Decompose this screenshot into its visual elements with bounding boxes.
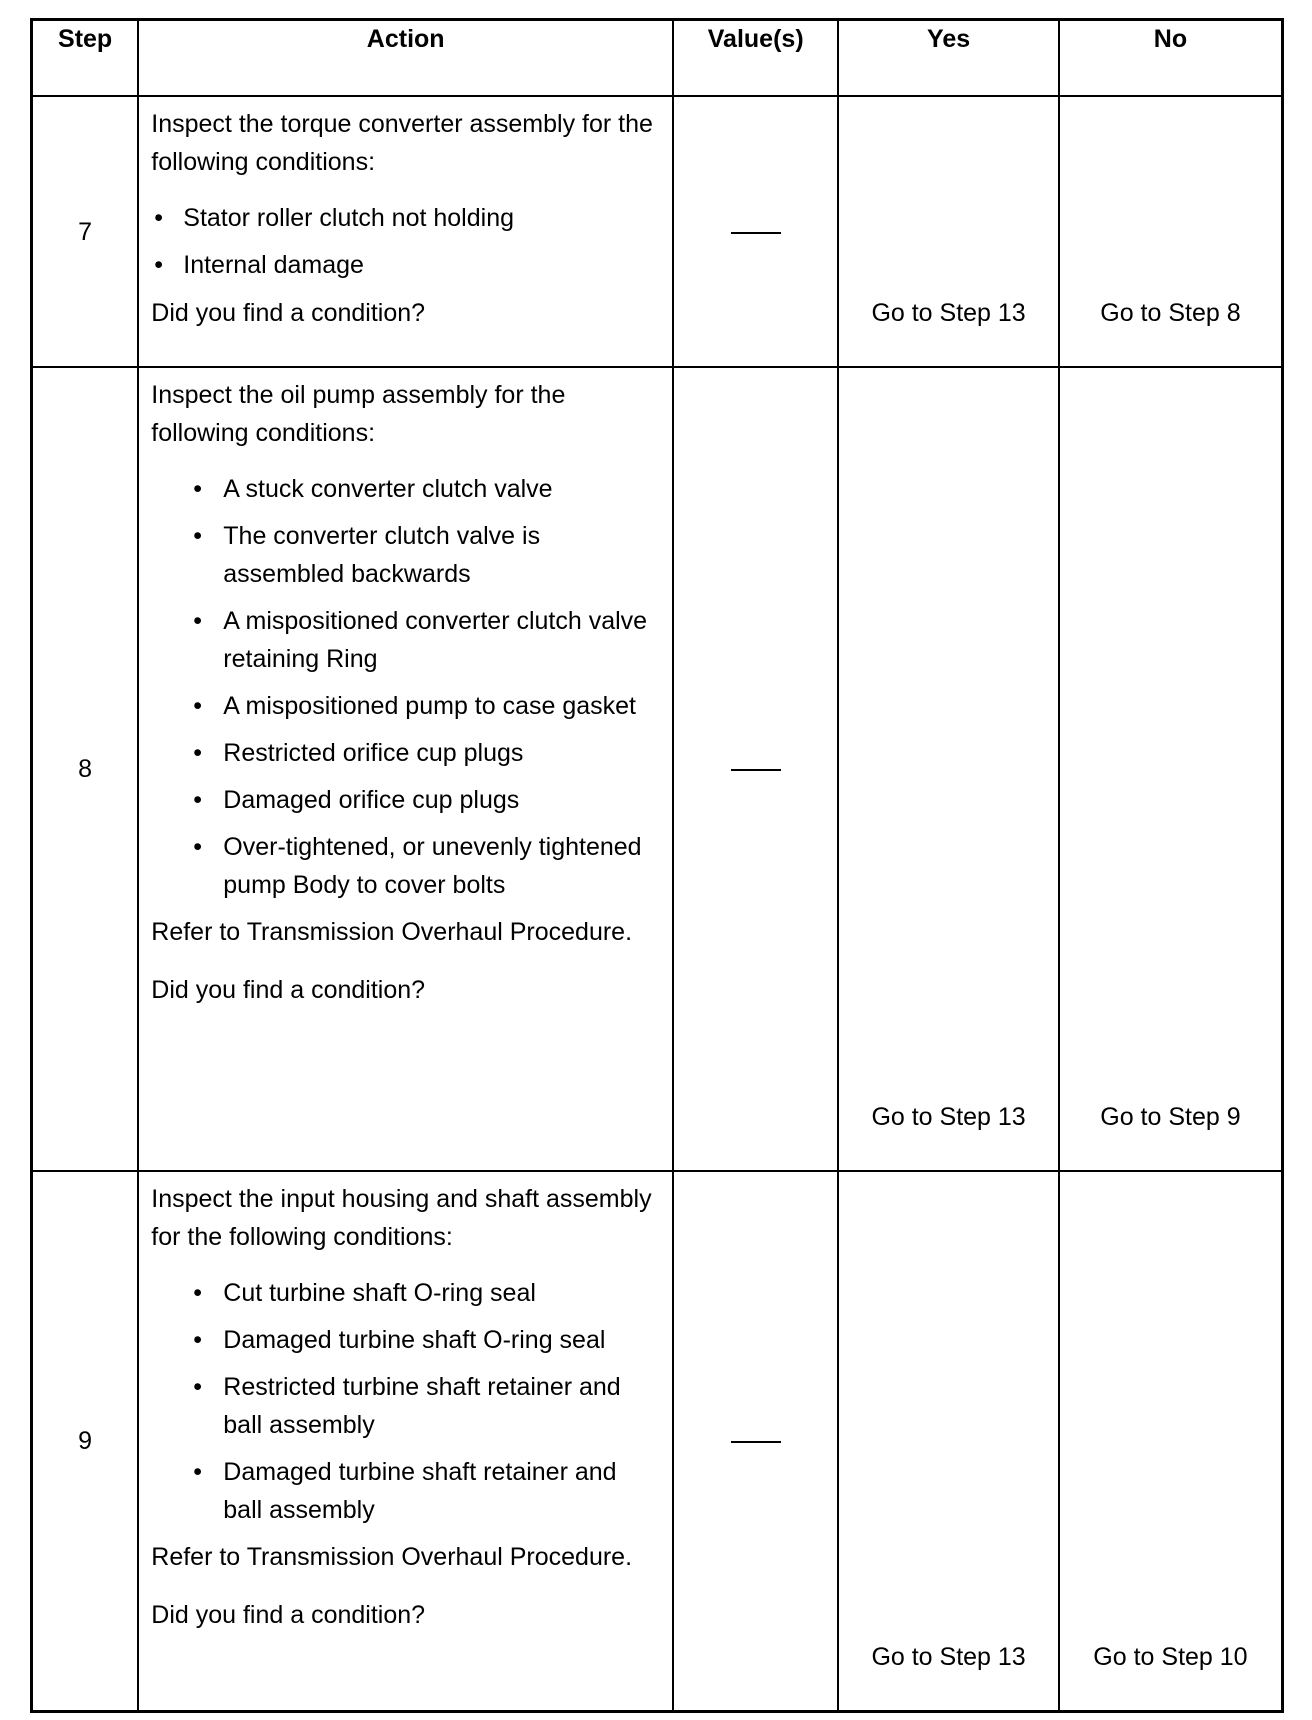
no-cell: Go to Step 9: [1059, 367, 1283, 1171]
action-cell: [138, 367, 673, 1171]
value-cell: [673, 96, 838, 367]
condition-list: [151, 1274, 662, 1529]
action-intro: Inspect the input housing and shaft assembly for the following conditions:: [151, 1185, 652, 1251]
header-no: No: [1059, 20, 1283, 97]
list-item: • Internal damage: [151, 246, 662, 284]
list-item: • Restricted orifice cup plugs: [151, 734, 662, 772]
no-cell: Go to Step 8: [1059, 96, 1283, 367]
header-yes: Yes: [838, 20, 1059, 97]
action-cell: [138, 96, 673, 367]
yes-cell: Go to Step 13: [838, 96, 1059, 367]
list-item: • Stator roller clutch not holding: [151, 199, 662, 237]
condition-list: [151, 199, 662, 284]
list-item: • A mispositioned converter clutch valve retaining Ring: [151, 602, 662, 678]
yes-cell: Go to Step 13: [838, 367, 1059, 1171]
list-item: • Damaged turbine shaft O-ring seal: [151, 1321, 662, 1359]
action-intro: Inspect the torque converter assembly for the following conditions:: [151, 110, 653, 176]
condition-list: [151, 470, 662, 904]
header-step: Step: [32, 20, 139, 97]
diagnostic-table: [30, 18, 1284, 1713]
empty-value-dash: [731, 232, 781, 234]
no-cell: Go to Step 10: [1059, 1171, 1283, 1711]
list-item: • Damaged orifice cup plugs: [151, 781, 662, 819]
step-number: 7: [32, 96, 139, 367]
action-intro: Inspect the oil pump assembly for the following conditions:: [151, 381, 566, 447]
refer-note: Refer to Transmission Overhaul Procedure.: [151, 1543, 633, 1571]
table-row: [32, 96, 1283, 367]
list-item: • A stuck converter clutch valve: [151, 470, 662, 508]
action-cell: [138, 1171, 673, 1711]
list-item: • Cut turbine shaft O-ring seal: [151, 1274, 662, 1312]
list-item: • The converter clutch valve is assembled backwards: [151, 517, 662, 593]
step-number: 9: [32, 1171, 139, 1711]
header-row: [32, 20, 1283, 97]
list-item: • Over-tightened, or unevenly tightened pump Body to cover bolts: [151, 828, 662, 904]
list-item: • Restricted turbine shaft retainer and ball assembly: [151, 1368, 662, 1444]
refer-note: Refer to Transmission Overhaul Procedure.: [151, 918, 633, 946]
header-action: Action: [138, 20, 673, 97]
list-item: • Damaged turbine shaft retainer and ball assembly: [151, 1453, 662, 1529]
empty-value-dash: [731, 1441, 781, 1443]
yes-cell: Go to Step 13: [838, 1171, 1059, 1711]
list-item: • A mispositioned pump to case gasket: [151, 687, 662, 725]
action-question: Did you find a condition?: [151, 1601, 426, 1629]
table-row: [32, 1171, 1283, 1711]
table-row: [32, 367, 1283, 1171]
value-cell: [673, 1171, 838, 1711]
header-values: Value(s): [673, 20, 838, 97]
empty-value-dash: [731, 769, 781, 771]
step-number: 8: [32, 367, 139, 1171]
action-question: Did you find a condition?: [151, 976, 426, 1004]
value-cell: [673, 367, 838, 1171]
action-question: Did you find a condition?: [151, 299, 426, 327]
